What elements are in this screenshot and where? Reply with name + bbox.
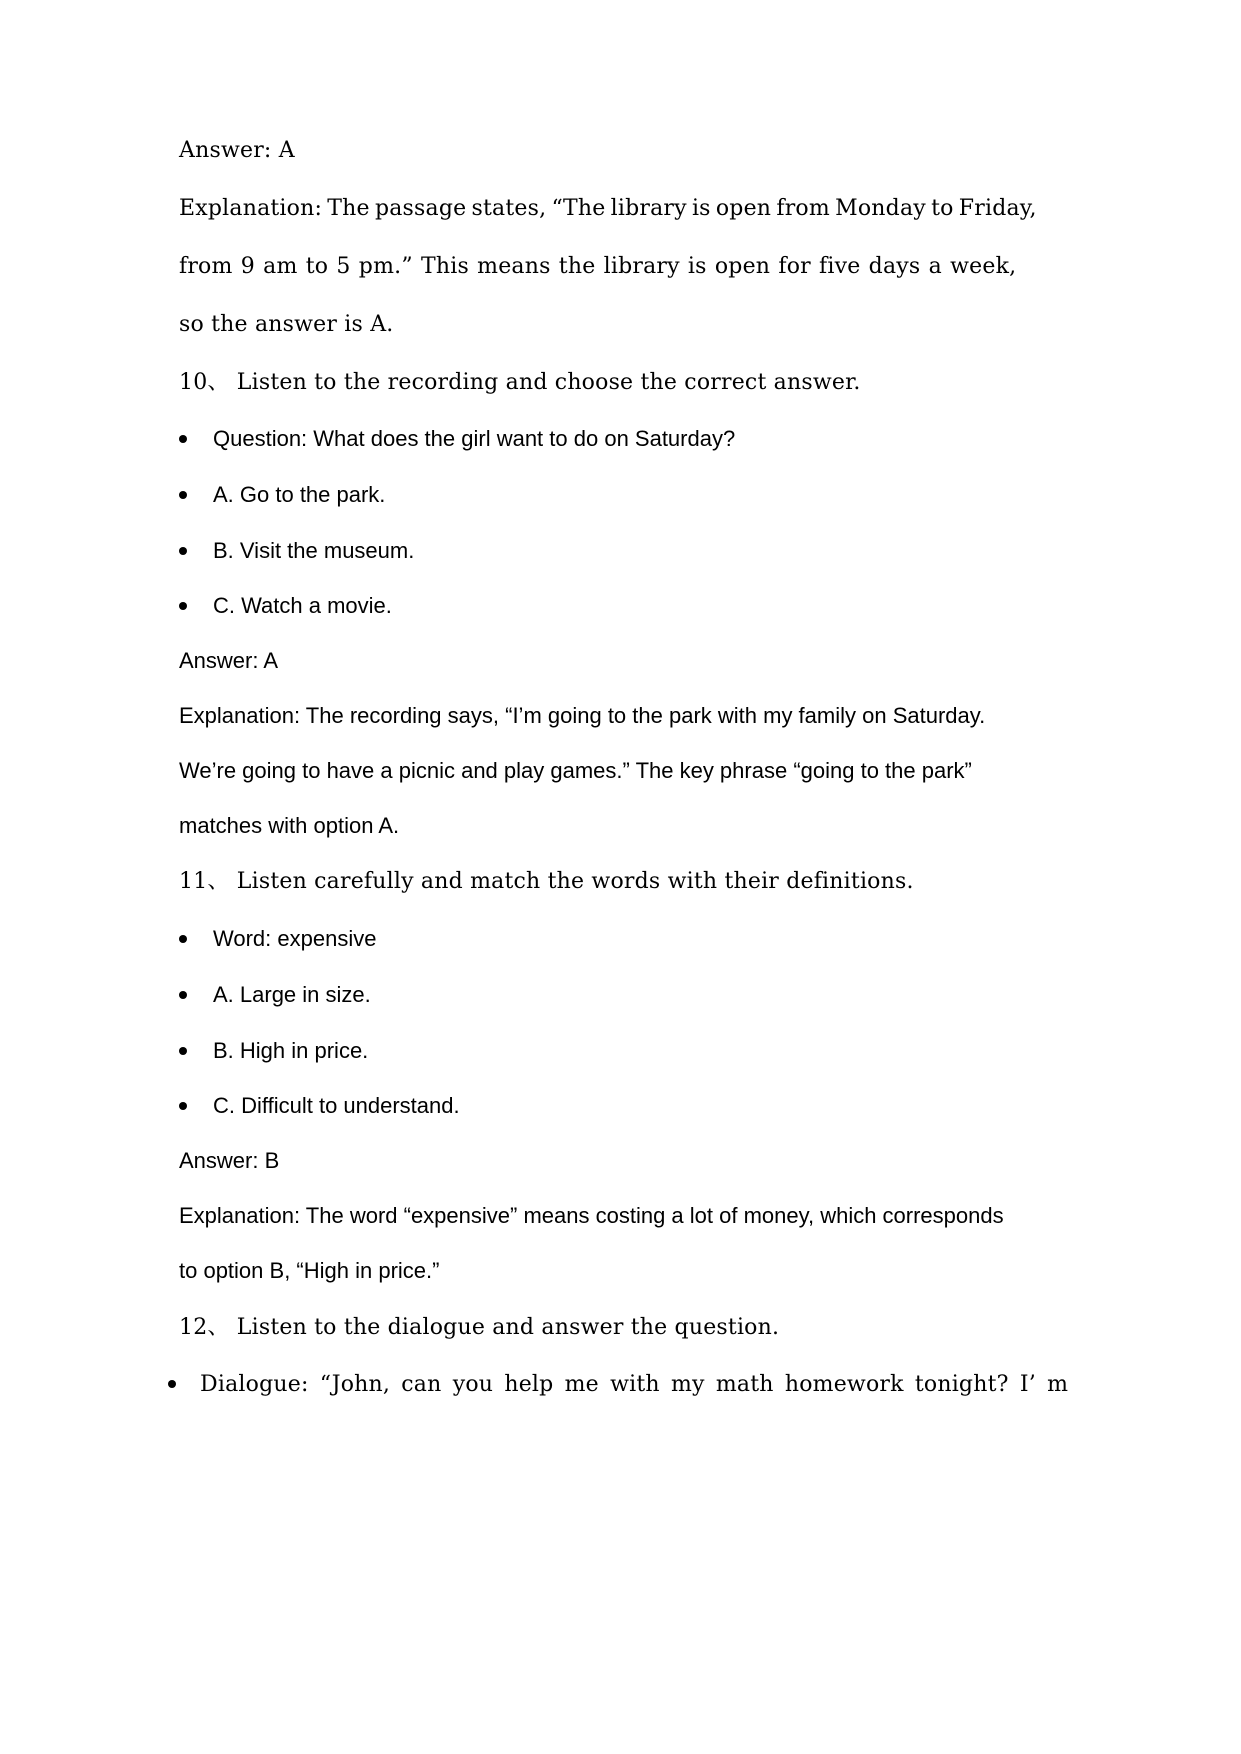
q10-answer: Answer: A bbox=[179, 648, 279, 673]
q11-explanation-line-2: to option B, “High in price.” bbox=[179, 1258, 440, 1283]
q11-option-c: C. Difficult to understand. bbox=[213, 1093, 460, 1118]
q10-option-a: A. Go to the park. bbox=[213, 482, 386, 507]
bullet-icon bbox=[179, 491, 187, 499]
q11-answer: Answer: B bbox=[179, 1148, 280, 1173]
q11-heading: 11、 Listen carefully and match the words with their definitions. bbox=[179, 869, 914, 894]
q10-option-b: B. Visit the museum. bbox=[213, 538, 415, 563]
prev-answer: Answer: A bbox=[179, 138, 295, 163]
q11-bullet-word: Word: expensive bbox=[213, 926, 377, 951]
q10-explanation-line-3: matches with option A. bbox=[179, 813, 400, 838]
q10-explanation-line-1: Explanation: The recording says, “I’m going to the park with my family on Saturday. bbox=[179, 703, 986, 728]
q12-dialogue: Dialogue: “John, can you help me with my math homework tonight? I’ m bbox=[200, 1372, 1069, 1397]
bullet-icon bbox=[179, 1102, 187, 1110]
q11-option-b: B. High in price. bbox=[213, 1038, 369, 1063]
q10-bullet-question: Question: What does the girl want to do on Saturday? bbox=[213, 426, 736, 451]
q11-option-a: A. Large in size. bbox=[213, 982, 371, 1007]
prev-explanation-line-2: from 9 am to 5 pm.” This means the library is open for five days a week, bbox=[179, 254, 1017, 279]
q12-heading: 12、 Listen to the dialogue and answer the question. bbox=[179, 1315, 780, 1340]
bullet-icon bbox=[179, 435, 187, 443]
prev-explanation-line-1: Explanation: The passage states, “The library is open from Monday to Friday, bbox=[179, 196, 1037, 221]
bullet-icon bbox=[179, 1047, 187, 1055]
q10-heading: 10、 Listen to the recording and choose the correct answer. bbox=[179, 370, 861, 395]
bullet-icon bbox=[179, 991, 187, 999]
q10-option-c: C. Watch a movie. bbox=[213, 593, 392, 618]
bullet-icon bbox=[179, 547, 187, 555]
bullet-icon bbox=[168, 1380, 176, 1388]
prev-explanation-line-3: so the answer is A. bbox=[179, 312, 394, 337]
q10-explanation-line-2: We’re going to have a picnic and play games.” The key phrase “going to the park” bbox=[179, 758, 972, 783]
q11-explanation-line-1: Explanation: The word “expensive” means costing a lot of money, which corresponds bbox=[179, 1203, 1004, 1228]
bullet-icon bbox=[179, 602, 187, 610]
bullet-icon bbox=[179, 935, 187, 943]
